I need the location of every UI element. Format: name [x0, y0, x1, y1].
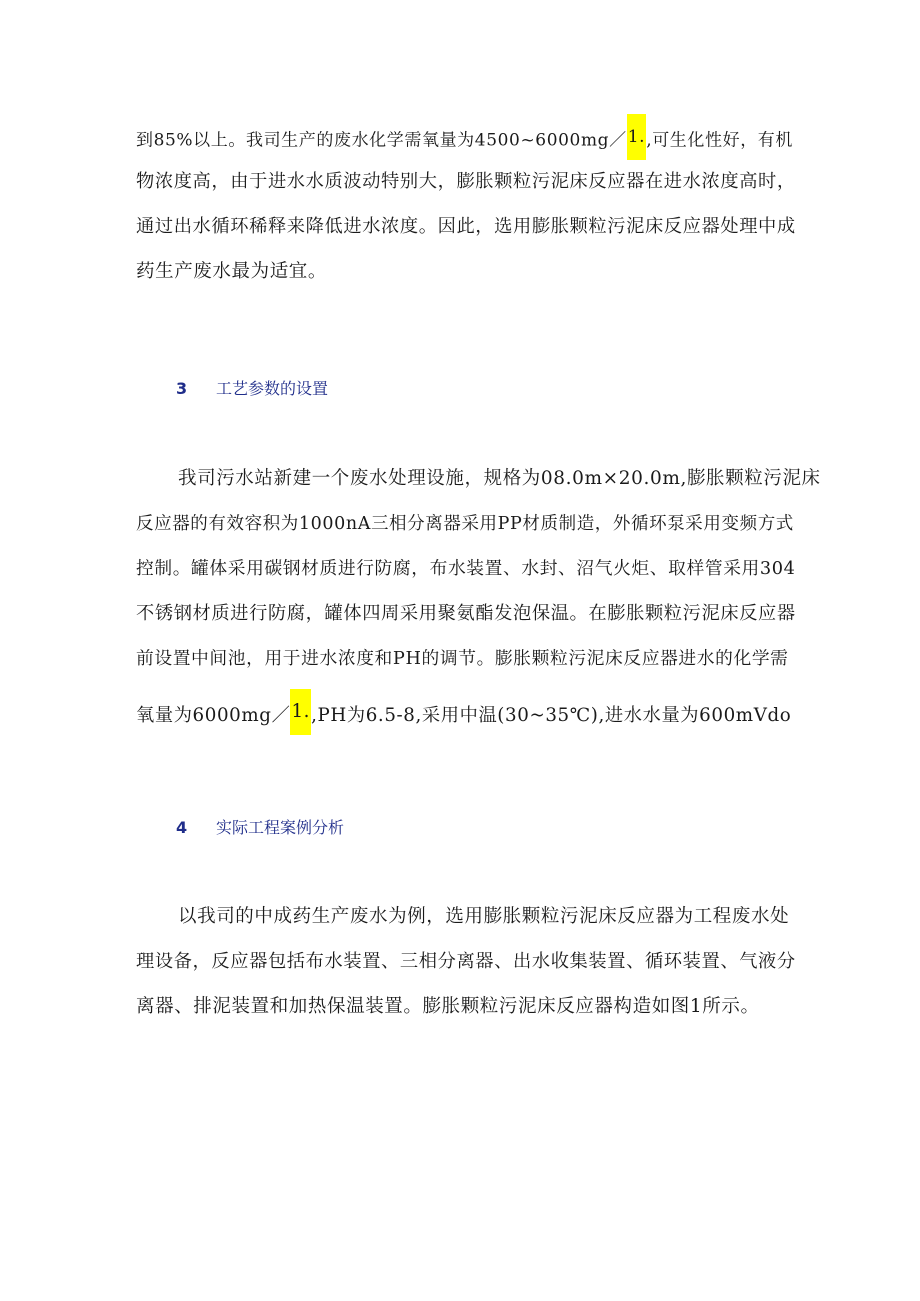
section-title: 实际工程案例分析 — [216, 818, 345, 837]
paragraph-1-line-4: 药生产废水最为适宜。 — [136, 261, 328, 282]
paragraph-1-line-1 — [136, 122, 796, 152]
paragraph-2-line-2: 反应器的有效容积为1000nA三相分离器采用PP材质制造，外循环泵采用变频方式 — [136, 514, 794, 534]
text-segment: ,可生化性好，有机 — [646, 130, 793, 151]
section-number: 3 — [176, 379, 188, 398]
section-heading-3 — [176, 374, 328, 404]
section-number: 4 — [176, 818, 188, 837]
paragraph-2-line-1: 我司污水站新建一个废水处理设施，规格为08.0m×20.0m,膨胀颗粒污泥床 — [178, 468, 821, 489]
text-segment: ,PH为6.5-8,采用中温(30~35℃),进水水量为600mVdo — [311, 705, 792, 726]
paragraph-2-line-4: 不锈钢材质进行防腐，罐体四周采用聚氨酯发泡保温。在膨胀颗粒污泥床反应器 — [136, 603, 796, 624]
paragraph-3-line-3: 离器、排泥装置和加热保温装置。膨胀颗粒污泥床反应器构造如图1所示。 — [136, 996, 760, 1017]
section-heading-4 — [176, 813, 344, 843]
text-segment: 到85%以上。我司生产的废水化学需氧量为4500~6000mg／ — [136, 130, 627, 151]
text-segment: 氧量为6000mg／ — [136, 705, 291, 726]
paragraph-2-line-5: 前设置中间池，用于进水浓度和PH的调节。膨胀颗粒污泥床反应器进水的化学需 — [136, 649, 789, 669]
paragraph-1-line-3: 通过出水循环稀释来降低进水浓度。因此，选用膨胀颗粒污泥床反应器处理中成 — [136, 216, 796, 237]
paragraph-3-line-2: 理设备，反应器包括布水装置、三相分离器、出水收集装置、循环装置、气液分 — [136, 951, 796, 972]
paragraph-2-line-3: 控制。罐体采用碳钢材质进行防腐，布水装置、水封、沼气火炬、取样管采用304 — [136, 559, 796, 579]
paragraph-1-line-2: 物浓度高，由于进水水质波动特别大，膨胀颗粒污泥床反应器在进水浓度高时， — [136, 171, 796, 192]
paragraph-2-line-6 — [136, 697, 796, 727]
paragraph-3-line-1: 以我司的中成药生产废水为例，选用膨胀颗粒污泥床反应器为工程废水处 — [178, 906, 790, 927]
highlighted-text: 1. — [627, 114, 646, 160]
highlighted-text: 1. — [290, 689, 311, 735]
section-title: 工艺参数的设置 — [216, 379, 329, 398]
